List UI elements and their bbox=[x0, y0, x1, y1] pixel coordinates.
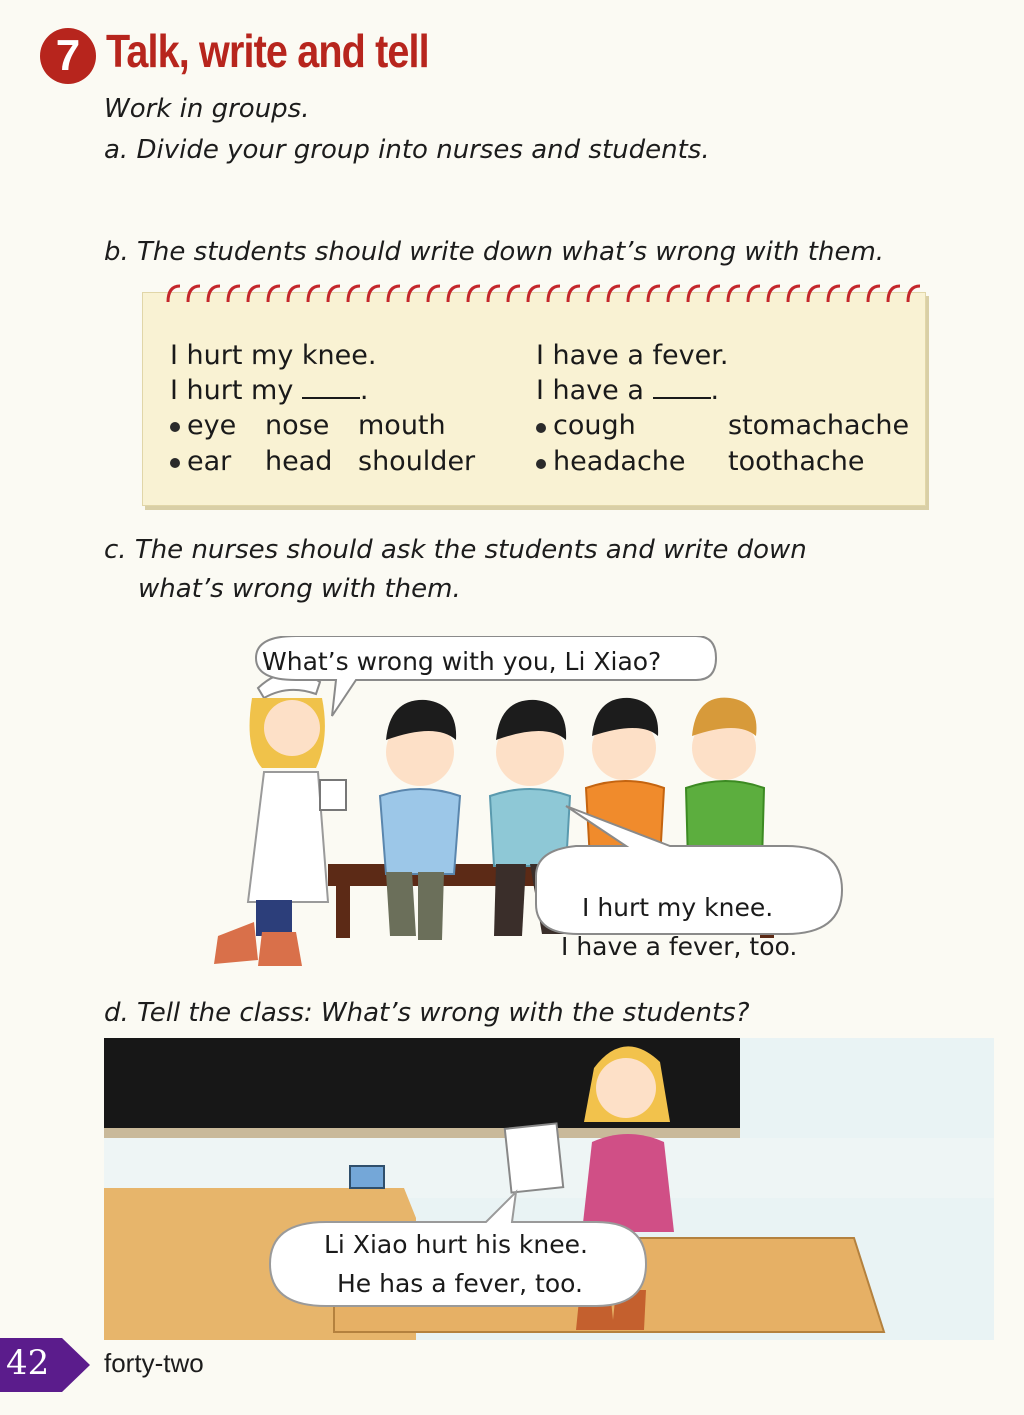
nurse-students-illustration bbox=[200, 636, 860, 976]
instruction-intro: Work in groups. bbox=[104, 94, 310, 124]
word-cough: cough bbox=[553, 410, 636, 441]
bullet-dot bbox=[536, 459, 546, 469]
girl-speech-line1: Li Xiao hurt his knee. bbox=[324, 1230, 588, 1259]
exercise-title: Talk, write and tell bbox=[106, 25, 429, 77]
notepad-spiral-binding bbox=[160, 282, 920, 306]
note-hurt-prefix: I hurt my bbox=[170, 375, 294, 406]
word-shoulder: shoulder bbox=[358, 446, 476, 477]
page-number: 42 bbox=[6, 1343, 50, 1383]
note-hurt-template bbox=[170, 375, 369, 406]
fill-in-blank bbox=[302, 375, 360, 399]
note-have-period: . bbox=[710, 375, 720, 406]
instruction-b: b. The students should write down what’s wrong with them. bbox=[104, 237, 885, 267]
word-toothache: toothache bbox=[728, 446, 865, 477]
word-head: head bbox=[265, 446, 333, 477]
word-stomachache: stomachache bbox=[728, 410, 910, 441]
bullet-dot bbox=[536, 423, 546, 433]
word-eye: eye bbox=[187, 410, 237, 441]
instruction-a: a. Divide your group into nurses and students. bbox=[104, 135, 710, 165]
bullet-dot bbox=[170, 422, 180, 432]
word-mouth: mouth bbox=[358, 410, 446, 441]
note-have-prefix: I have a bbox=[536, 375, 644, 406]
student-blue-hoodie-icon bbox=[380, 700, 460, 940]
instruction-d: d. Tell the class: What’s wrong with the students? bbox=[104, 998, 750, 1028]
note-hurt-period: . bbox=[359, 375, 369, 406]
note-have-template bbox=[536, 375, 719, 406]
bullet-dot bbox=[170, 458, 180, 468]
note-have-fever: I have a fever. bbox=[536, 340, 729, 371]
student-answer-line2: I have a fever, too. bbox=[561, 932, 798, 961]
exercise-number-badge: 7 bbox=[40, 28, 96, 84]
student-answer-line1: I hurt my knee. bbox=[582, 893, 774, 922]
word-headache: headache bbox=[553, 446, 686, 477]
page-number-words: forty-two bbox=[104, 1348, 204, 1378]
instruction-c-line2: what’s wrong with them. bbox=[138, 574, 461, 604]
word-ear: ear bbox=[187, 446, 232, 477]
word-nose: nose bbox=[265, 410, 330, 441]
fill-in-blank bbox=[653, 375, 711, 399]
nurse-question-text: What’s wrong with you, Li Xiao? bbox=[262, 647, 662, 676]
instruction-c-line1: c. The nurses should ask the students and write down bbox=[104, 535, 807, 565]
girl-speech-line2: He has a fever, too. bbox=[337, 1269, 583, 1298]
nurse-icon bbox=[214, 672, 346, 966]
note-hurt-knee: I hurt my knee. bbox=[170, 340, 377, 371]
